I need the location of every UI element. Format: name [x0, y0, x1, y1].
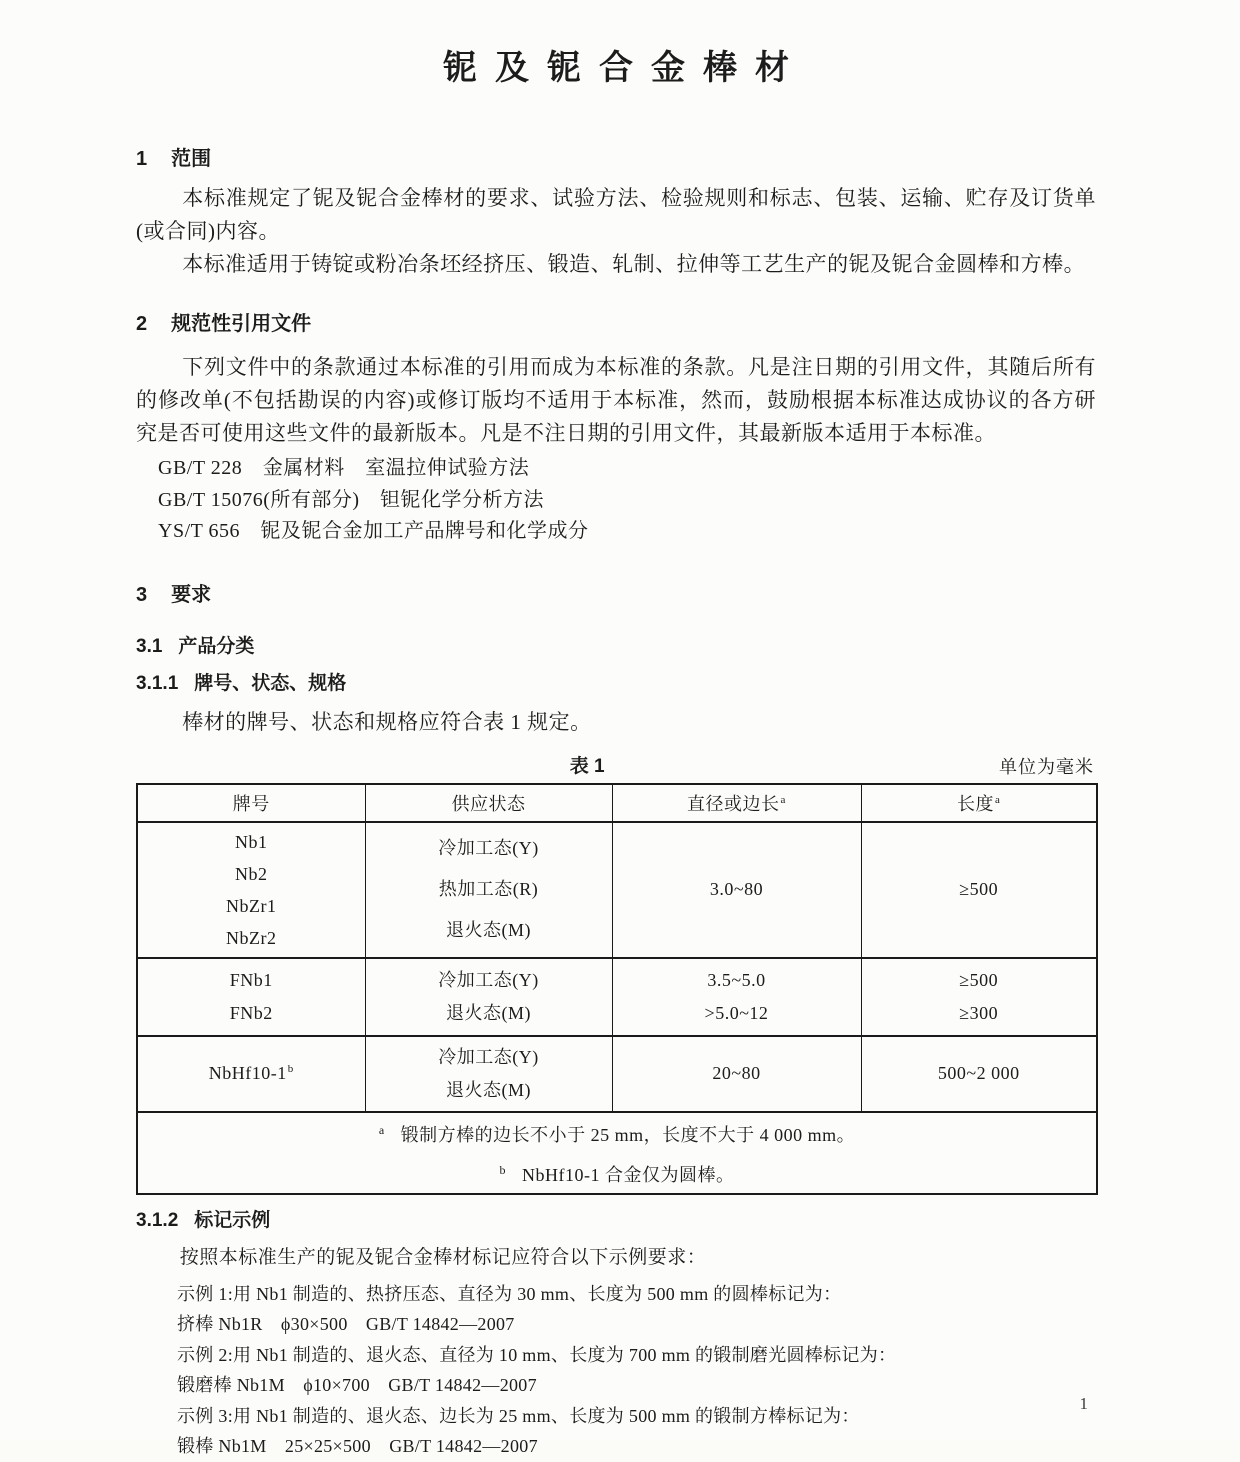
section-2-paragraph-1: 下列文件中的条款通过本标准的引用而成为本标准的条款。凡是注日期的引用文件，其随后所有的修改单(不包括勘误的内容)或修订版均不适用于本标准，然而，鼓励根据本标准达成协议的各方研究是否可使用这些文件的最新版本。凡是不注日期的引用文件，其最新版本适用于本标准。	[136, 355, 1096, 445]
example-3-description: 示例 3:用 Nb1 制造的、退火态、边长为 25 mm、长度为 500 mm 的锻制方棒标记为：	[177, 1405, 860, 1426]
table-footnotes	[137, 1112, 1097, 1194]
reference-list	[136, 453, 1096, 548]
cell-states: 冷加工态(Y) 热加工态(R) 退火态(M)	[365, 822, 612, 958]
column-header-grade: 牌号	[137, 784, 365, 822]
footnote-b: $^b$ NbHf10-1 合金仅为圆棒。	[499, 1162, 735, 1185]
footnote-marker: b	[499, 1162, 506, 1177]
column-header-diameter: 直径或边长$^a$	[612, 784, 861, 822]
table-row	[137, 958, 1097, 1036]
page-number: 1	[1079, 1394, 1088, 1413]
table-row	[137, 1036, 1097, 1112]
section-number: 3.1.1	[136, 672, 179, 694]
section-title: 产品分类	[178, 635, 255, 657]
section-1-paragraph-2: 本标准适用于铸锭或粉冶条坯经挤压、锻造、轧制、拉伸等工艺生产的铌及铌合金圆棒和方棒。	[182, 252, 1086, 276]
cell-length: ≥500	[861, 822, 1097, 958]
section-1-heading	[136, 146, 1096, 172]
footnote-marker: a	[995, 793, 1001, 806]
footnote-marker: b	[287, 1063, 294, 1075]
reference-item: GB/T 15076(所有部分) 钽铌化学分析方法	[158, 488, 545, 511]
section-title: 要求	[171, 583, 212, 606]
cell-diameter: 3.5~5.0 >5.0~12	[612, 958, 861, 1036]
footnote-a: $^a$ 锻制方棒的边长不小于 25 mm，长度不大于 4 000 mm。	[378, 1122, 856, 1145]
example-3-marking: 锻棒 Nb1M 25×25×500 GB/T 14842—2007	[177, 1436, 538, 1456]
table-header-row	[137, 784, 1097, 822]
section-3-1-1-paragraph: 棒材的牌号、状态和规格应符合表 1 规定。	[182, 709, 592, 734]
table-footnote-row	[137, 1112, 1097, 1194]
table-unit-note: 单位为毫米	[999, 756, 1094, 777]
cell-states: 冷加工态(Y) 退火态(M)	[365, 1036, 612, 1112]
table-caption: 表 1	[569, 755, 605, 777]
cell-grades: Nb1 Nb2 NbZr1 NbZr2	[137, 822, 365, 958]
table-caption-row	[136, 751, 1096, 775]
footnote-marker: a	[378, 1122, 385, 1137]
section-2-heading	[136, 311, 1096, 337]
cell-length: 500~2 000	[861, 1036, 1097, 1112]
section-3-1-heading	[136, 634, 1096, 659]
section-title: 标记示例	[194, 1209, 271, 1231]
reference-item: GB/T 228 金属材料 室温拉伸试验方法	[158, 457, 530, 479]
examples-intro: 按照本标准生产的铌及铌合金棒材标记应符合以下示例要求：	[179, 1246, 707, 1268]
example-2-marking: 锻磨棒 Nb1M ϕ10×700 GB/T 14842—2007	[177, 1375, 537, 1395]
section-number: 3.1.2	[136, 1209, 179, 1231]
cell-length: ≥500 ≥300	[861, 958, 1097, 1036]
document-title: 铌及铌合金棒材	[443, 49, 807, 87]
section-3-1-2-heading	[136, 1208, 1096, 1233]
footnote-marker: a	[780, 793, 786, 806]
reference-item: YS/T 656 铌及铌合金加工产品牌号和化学成分	[158, 520, 589, 542]
section-number: 3	[136, 583, 148, 606]
cell-grade: NbHf10-1$^b$	[137, 1036, 365, 1112]
section-title: 牌号、状态、规格	[194, 672, 347, 694]
cell-diameter: 20~80	[612, 1036, 861, 1112]
section-title: 规范性引用文件	[171, 313, 312, 335]
marking-examples	[136, 1279, 1096, 1462]
section-number: 2	[136, 313, 148, 335]
example-1-description: 示例 1:用 Nb1 制造的、热挤压态、直径为 30 mm、长度为 500 mm 的圆棒标记为：	[177, 1283, 842, 1304]
cell-states: 冷加工态(Y) 退火态(M)	[365, 958, 612, 1036]
cell-diameter: 3.0~80	[612, 822, 861, 958]
section-number: 3.1	[136, 635, 163, 657]
column-header-length: 长度$^a$	[861, 784, 1097, 822]
example-2-description: 示例 2:用 Nb1 制造的、退火态、直径为 10 mm、长度为 700 mm 的锻制磨光圆棒标记为：	[177, 1344, 897, 1365]
example-1-marking: 挤棒 Nb1R ϕ30×500 GB/T 14842—2007	[177, 1314, 515, 1334]
section-title: 范围	[171, 148, 212, 170]
table-1	[136, 783, 1098, 1195]
page-content	[136, 0, 1096, 1462]
column-header-state: 供应状态	[365, 784, 612, 822]
table-row	[137, 822, 1097, 958]
cell-grades: FNb1 FNb2	[137, 958, 365, 1036]
section-3-heading	[136, 582, 1096, 608]
section-1-paragraph-1: 本标准规定了铌及铌合金棒材的要求、试验方法、检验规则和标志、包装、运输、贮存及订货单(或合同)内容。	[136, 186, 1096, 243]
section-3-1-1-heading	[136, 671, 1096, 696]
section-number: 1	[136, 148, 148, 170]
